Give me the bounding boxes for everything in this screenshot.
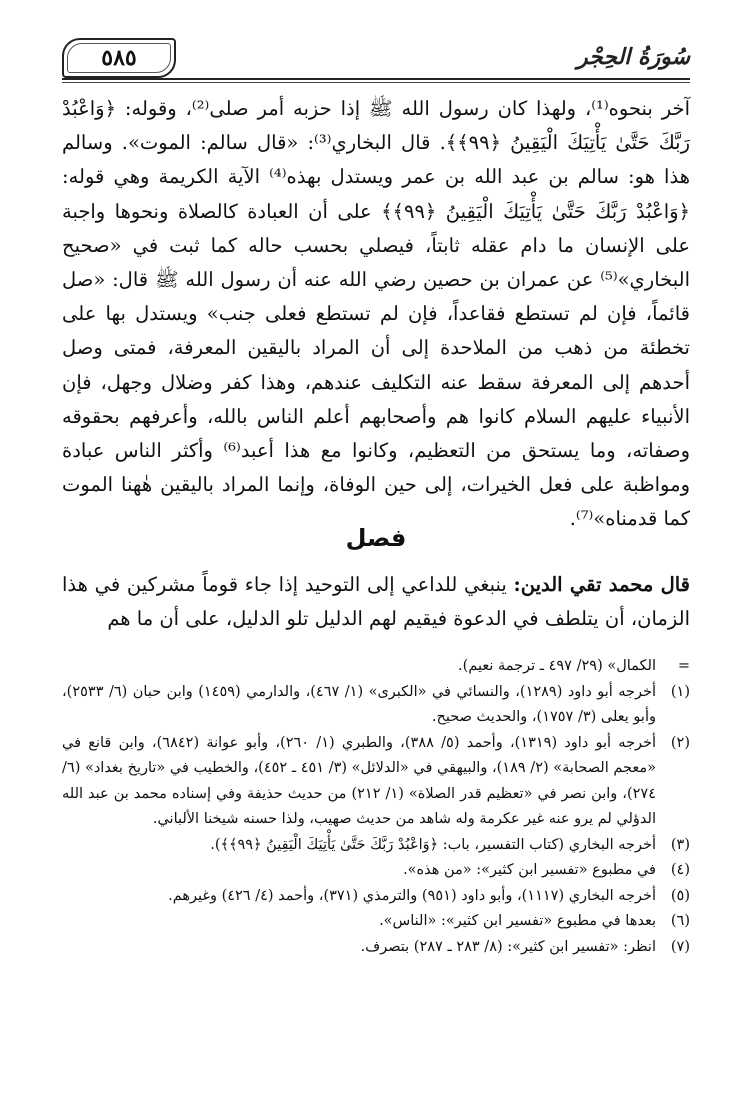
page-header [62,38,690,84]
footnote-item [62,731,690,833]
footnote-item [62,935,690,961]
footnote-number: (٣) [670,836,690,853]
section-text: ينبغي للداعي إلى التوحيد إذا جاء قوماً مشركين في هذا الزمان، أن يتلطف في الدعوة فيقيم لهم الدليل تلو الدليل، على أن ما هم [62,573,690,631]
footnote-text: انظر: «تفسير ابن كثير»: (٨/ ٢٨٣ ـ ٢٨٧) بتصرف. [360,938,656,955]
main-paragraph: آخر بنحوه⁽¹⁾، ولهذا كان رسول الله ﷺ إذا حزبه أمر صلى⁽²⁾، وقوله: ﴿وَاعْبُدْ رَبَّكَ حَتَّىٰ يَأْتِيَكَ الْيَقِينُ ﴿٩٩﴾﴾. قال البخاري⁽³⁾: «قال سالم: الموت». وسالم هذا هو: سالم بن عبد الله بن عمر ويستدل بهذه⁽⁴⁾ الآية الكريمة وهي قوله: ﴿وَاعْبُدْ رَبَّكَ حَتَّىٰ يَأْتِيَكَ الْيَقِينُ ﴿٩٩﴾﴾ على أن العبادة كالصلاة ونحوها واجبة على الإنسان ما دام عقله ثابتاً، فيصلي بحسب حاله كما ثبت في «صحيح البخاري»⁽⁵⁾ عن عمران بن حصين رضي الله عنه أن رسول الله ﷺ قال: «صل قائماً، فإن لم تستطع فقاعداً، فإن لم تستطع فعلى جنب» ويستدل بها على تخطئة من ذهب من الملاحدة إلى أن المراد باليقين المعرفة، فمتى وصل أحدهم إلى المعرفة سقط عنه التكليف عندهم، وهذا كفر وضلال وجهل، فإن الأنبياء عليهم السلام كانوا هم وأصحابهم أعلم الناس بالله، وأعرفهم بحقوقه وصفاته، وما يستحق من التعظيم، وكانوا مع هذا أعبد⁽⁶⁾ وأكثر الناس عبادة ومواظبة على فعل الخيرات، إلى حين الوفاة، وإنما المراد باليقين هٰهنا الموت كما قدمناه»⁽⁷⁾. [62,97,691,531]
footnote-number: (٦) [670,913,690,929]
section-body [62,568,690,636]
page-number: ٥٨٥ [101,45,137,71]
footnote-number: = [677,658,690,674]
page-number-frame [62,38,176,78]
footnote-text: الكمال» (٢٩/ ٤٩٧ ـ ترجمة نعيم). [458,658,656,674]
section-paragraph [62,568,690,636]
footnote-number: (٧) [670,938,690,955]
footnotes [62,654,690,960]
footnote-text: في مطبوع «تفسير ابن كثير»: «من هذه». [403,862,656,878]
section-title: فصل [345,524,407,552]
footnote-text: أخرجه البخاري (١١١٧)، وأبو داود (٩٥١) والترمذي (٣٧١)، وأحمد (٤/ ٤٢٦) وغيرهم. [168,887,656,904]
footnote-number: (٤) [670,862,690,878]
section-lead: قال محمد تقي الدين: [513,573,690,596]
footnote-text: أخرجه أبو داود (١٢٨٩)، والنسائي في «الكبرى» (١/ ٤٦٧)، والدارمي (١٤٥٩) وابن حبان (٦/ ٢٥٣٣)، وأبو يعلى (٣/ ١٧٥٧)، والحديث صحيح. [62,683,657,725]
footnote-item [62,858,690,884]
footnote-item [62,884,690,910]
surah-name: سُورَةُ الحِجْر [577,44,690,70]
footnote-item [62,654,690,680]
footnote-item [62,909,690,935]
header-rule [62,78,690,80]
footnote-text: أخرجه أبو داود (١٣١٩)، وأحمد (٥/ ٣٨٨)، والطبري (١/ ٢٦٠)، وأبو عوانة (٦٨٤٢)، وابن قانع في «معجم الصحابة» (٢/ ١٨٩)، والبيهقي في «الدلائل» (٣/ ٤٥١ ـ ٤٥٢)، والخطيب في «تاريخ بغداد» (٦/ ٢٧٤)، وابن نصر في «تعظيم قدر الصلاة» (١/ ٢١٢) من حديث حذيفة وفي إسناده محمد بن عبد الله الدؤلي لم يرو عنه غير عكرمة وله شاهد من حديث صهيب، ولذا حسنه شيخنا الألباني. [62,734,657,827]
header-rule-thin [62,82,690,83]
footnote-text: أخرجه البخاري (كتاب التفسير، باب: ﴿وَاعْبُدْ رَبَّكَ حَتَّىٰ يَأْتِيَكَ الْيَقِينُ ﴿٩٩﴾﴾). [210,836,656,853]
footnote-number: (٥) [670,887,690,904]
footnote-item [62,833,690,859]
footnote-number: (١) [670,683,690,700]
footnote-number: (٢) [670,734,690,751]
footnote-item [62,680,690,731]
footnote-text: بعدها في مطبوع «تفسير ابن كثير»: «الناس». [379,913,656,929]
main-text [62,92,690,537]
